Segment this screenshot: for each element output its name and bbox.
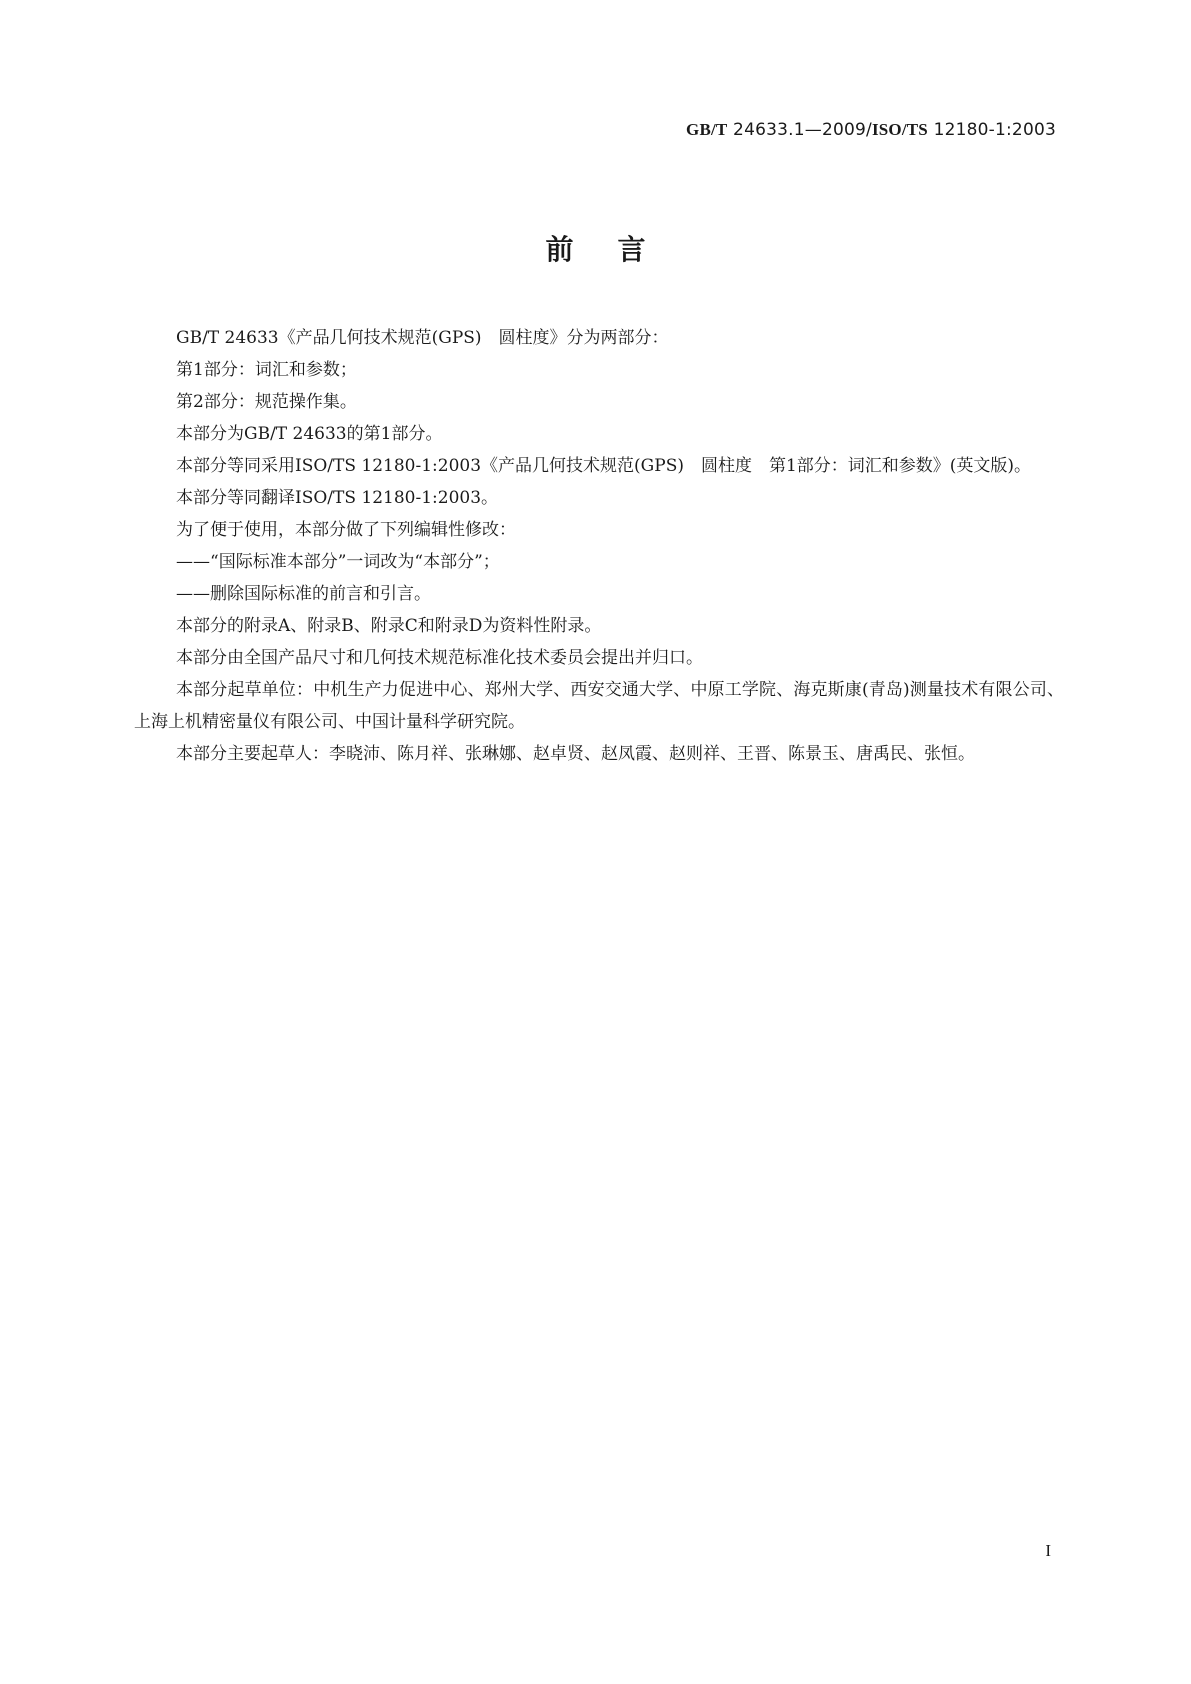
header-gb-number: 24633.1—2009/ [727, 120, 872, 140]
paragraph: 第2部分：规范操作集。 [176, 392, 357, 412]
paragraph: 第1部分：词汇和参数； [176, 360, 357, 380]
paragraph: GB/T 24633《产品几何技术规范(GPS) 圆柱度》分为两部分： [176, 328, 669, 348]
foreword-body [134, 322, 1064, 770]
header-iso-number: 12180-1:2003 [927, 120, 1056, 140]
page-title: 前言 [545, 233, 690, 266]
paragraph: ——“国际标准本部分”一词改为“本部分”； [176, 552, 500, 572]
paragraph: 本部分主要起草人：李晓沛、陈月祥、张琳娜、赵卓贤、赵凤霞、赵则祥、王晋、陈景玉、唐禹民、张恒。 [176, 744, 975, 764]
header-iso-code: ISO/TS [871, 120, 928, 139]
paragraph: 本部分起草单位：中机生产力促进中心、郑州大学、西安交通大学、中原工学院、海克斯康(青岛)测量技术有限公司、上海上机精密量仪有限公司、中国计量科学研究院。 [134, 680, 1064, 732]
paragraph: 为了便于使用，本部分做了下列编辑性修改： [176, 520, 516, 540]
page-number: I [1045, 1541, 1051, 1560]
paragraph: ——删除国际标准的前言和引言。 [176, 584, 431, 604]
paragraph: 本部分等同翻译ISO/TS 12180-1:2003。 [176, 488, 499, 508]
paragraph: 本部分的附录A、附录B、附录C和附录D为资料性附录。 [176, 616, 602, 636]
standard-number-header [686, 120, 1056, 140]
paragraph: 本部分由全国产品尺寸和几何技术规范标准化技术委员会提出并归口。 [176, 648, 703, 668]
paragraph: 本部分等同采用ISO/TS 12180-1:2003《产品几何技术规范(GPS) 圆柱度 第1部分：词汇和参数》(英文版)。 [176, 456, 1032, 476]
paragraph: 本部分为GB/T 24633的第1部分。 [176, 424, 443, 444]
header-gb-code: GB/T [686, 120, 728, 139]
